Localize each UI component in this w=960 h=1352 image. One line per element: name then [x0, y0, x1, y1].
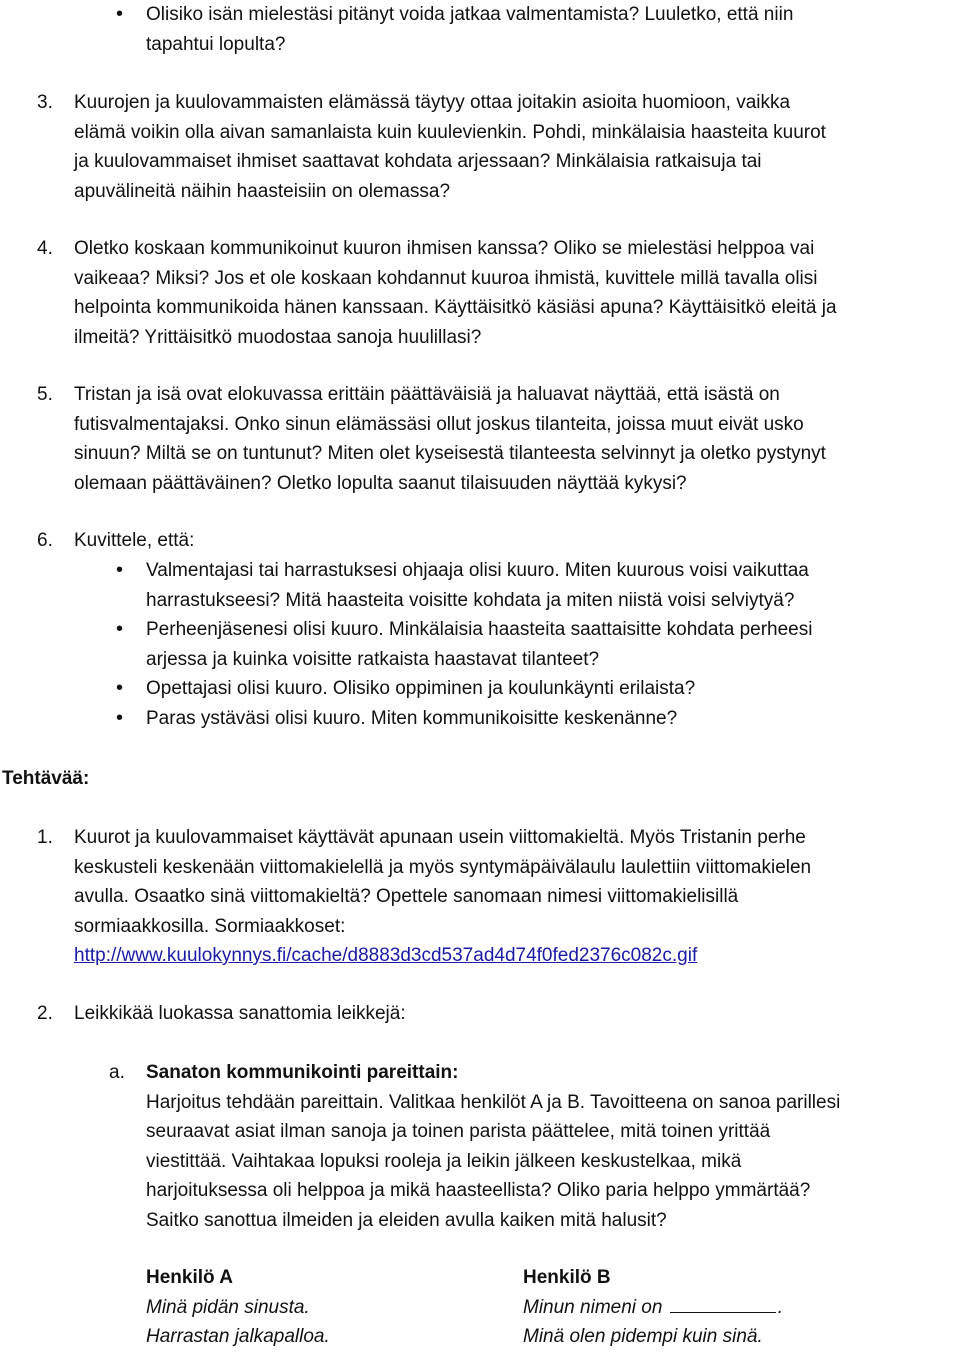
top-bullet-text: Olisiko isän mielestäsi pitänyt voida jatkaa valmentamista? Luuletko, että niin tapahtui lopulta? [146, 4, 794, 55]
person-b-item: Minun nimeni on . [523, 1296, 783, 1318]
person-b-heading: Henkilö B [523, 1267, 611, 1288]
bullet-icon: • [116, 3, 124, 25]
question-6-bullet-1: Valmentajasi tai harrastuksesi ohjaaja olisi kuuro. Miten kuurous voisi vaikuttaa harrastukseesi? Mitä haasteita voisitte kohdata ja miten niistä voisi selviytyä? [146, 560, 809, 611]
person-b-column [523, 1263, 783, 1352]
question-4-number: 4. [37, 238, 53, 259]
question-4-text: Oletko koskaan kommunikoinut kuuron ihmisen kanssa? Oliko se mielestäsi helppoa vai vaikeaa? Miksi? Jos et ole koskaan kohdannut kuuroa ihmistä, kuvittele millä tavalla olisi helpointa kommunikoida hänen kanssaan. Käyttäisitkö käsiäsi apuna? Käyttäisitkö eleitä ja ilmeitä? Yrittäisitkö muodostaa sanoja huulillasi? [74, 238, 837, 348]
question-6-bullet-2: Perheenjäsenesi olisi kuuro. Minkälaisia haasteita saattaisitte kohdata perheesi arjessa ja kuinka voisitte ratkaista haastavat tilanteet? [146, 619, 813, 670]
person-a-item: Minä pidän sinusta. [146, 1296, 310, 1318]
task-2-number: 2. [37, 1003, 53, 1024]
name-blank [670, 1296, 776, 1313]
question-5-text: Tristan ja isä ovat elokuvassa erittäin päättäväisiä ja haluavat näyttää, että isästä on futisvalmentajaksi. Onko sinun elämässäsi ollut joskus tilanteita, joissa muut eivät usko sinuun? Miltä se on tuntunut? Miten olet kyseisestä tilanteesta selvinnyt ja oletko pystynyt olemaan päättäväinen? Oletko lopulta saanut tilaisuuden näyttää kykysi? [74, 384, 826, 494]
subtask-a-text: Sanaton kommunikointi pareittain: Harjoitus tehdään pareittain. Valitkaa henkilöt A ja B. Tavoitteena on sanoa parillesi seuraavat asiat ilman sanoja ja toinen parista päättelee, mitä toinen yrittää viestittää. Vaihtakaa lopuksi rooleja ja leikin jälkeen keskustelkaa, mikä harjoituksessa oli helppoa ja mikä haasteellista? Oliko paria helppo ymmärtää? Saitko sanottua ilmeiden ja eleiden avulla kaiken mitä halusit? [146, 1058, 960, 1235]
task-1-text: Kuurot ja kuulovammaiset käyttävät apunaan usein viittomakieltä. Myös Tristanin perhe keskusteli keskenään viittomakielellä ja myös syntymäpäivälaulu laulettiin viittomakielen avulla. Osaatko sinä viittomakieltä? Opettele sanomaan nimesi viittomakielisillä sormiaakkosilla. Sormiaakkoset: http://www.kuulokynnys.fi/cache/d8883d3cd537ad4d74f0fed2376c082c.gif [74, 827, 812, 966]
question-5-number: 5. [37, 384, 53, 405]
subtask-a-letter: a. [109, 1062, 125, 1083]
question-6-text: Kuvittele, että: [74, 530, 195, 551]
question-6-bullet-3: Opettajasi olisi kuuro. Olisiko oppiminen ja koulunkäynti erilaista? [146, 678, 696, 699]
sign-alphabet-link[interactable]: http://www.kuulokynnys.fi/cache/d8883d3cd537ad4d74f0fed2376c082c.gif [74, 945, 698, 966]
person-a-heading: Henkilö A [146, 1267, 233, 1288]
question-6-bullet-4: Paras ystäväsi olisi kuuro. Miten kommunikoisitte keskenänne? [146, 708, 678, 729]
subtask-a-title: Sanaton kommunikointi pareittain: [146, 1062, 459, 1083]
person-b-item: Minä olen pidempi kuin sinä. [523, 1326, 763, 1347]
person-a-item: Harrastan jalkapalloa. [146, 1326, 330, 1347]
question-3-number: 3. [37, 92, 53, 113]
person-a-column [146, 1263, 330, 1352]
task-1-number: 1. [37, 827, 53, 848]
bullet-icon: • [116, 618, 124, 640]
question-6-number: 6. [37, 530, 53, 551]
task-2-text: Leikkikää luokassa sanattomia leikkejä: [74, 1003, 406, 1024]
bullet-icon: • [116, 559, 124, 581]
bullet-icon: • [116, 707, 124, 729]
bullet-icon: • [116, 677, 124, 699]
question-3-text: Kuurojen ja kuulovammaisten elämässä täytyy ottaa joitakin asioita huomioon, vaikka elämä voikin olla aivan samanlaista kuin kuulevienkin. Pohdi, minkälaisia haasteita kuurot ja kuulovammaiset ihmiset saattavat kohdata arjessaan? Minkälaisia ratkaisuja tai apuvälineitä näihin haasteisiin on olemassa? [74, 92, 826, 202]
task-heading: Tehtävää: [2, 768, 90, 789]
